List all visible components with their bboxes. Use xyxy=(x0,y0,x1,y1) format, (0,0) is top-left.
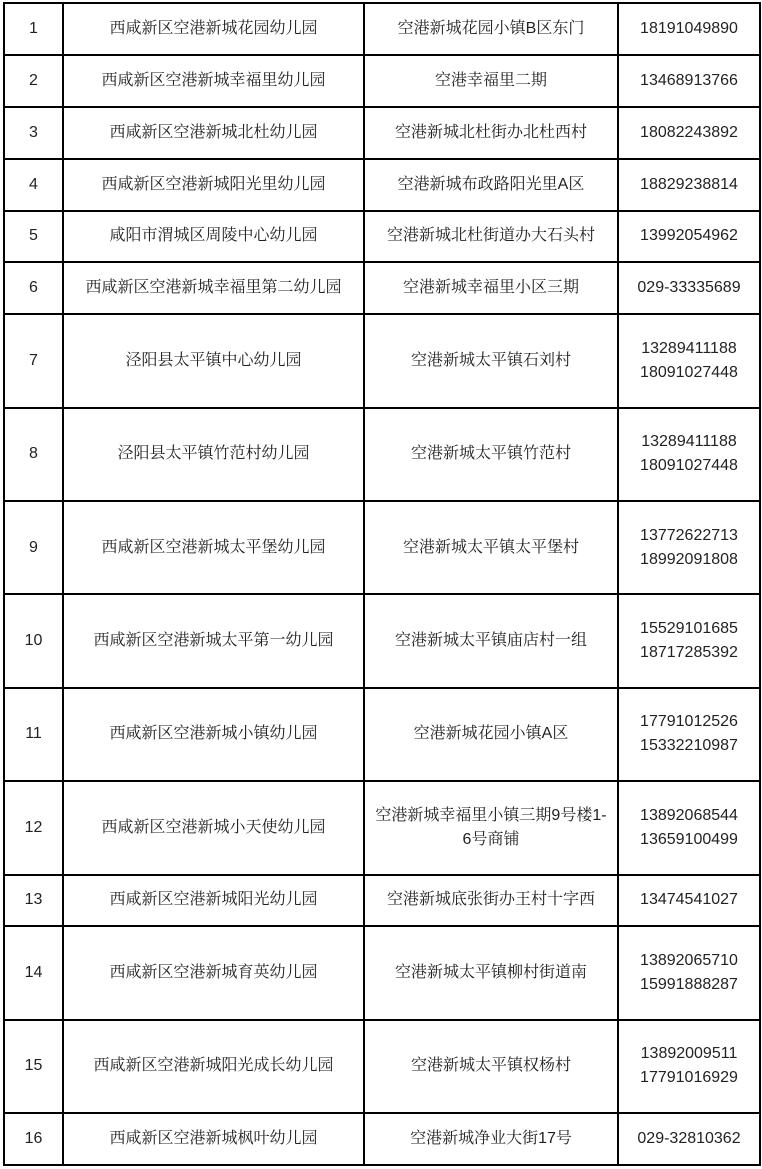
table-row xyxy=(4,875,760,927)
phone-line: 18992091808 xyxy=(640,550,738,568)
row-index-cell: 13 xyxy=(4,875,63,927)
kindergarten-name-cell: 西咸新区空港新城小天使幼儿园 xyxy=(63,781,364,874)
kindergarten-address-cell: 空港新城底张街办王村十字西 xyxy=(364,875,618,927)
kindergarten-phone-cell xyxy=(618,314,760,407)
phone-line: 029-32810362 xyxy=(637,1130,741,1148)
table-body xyxy=(4,3,760,1165)
table-row xyxy=(4,688,760,781)
row-index-cell: 2 xyxy=(4,55,63,107)
kindergarten-phone-cell xyxy=(618,781,760,874)
kindergarten-phone-cell xyxy=(618,1020,760,1113)
kindergarten-name-cell: 西咸新区空港新城太平堡幼儿园 xyxy=(63,501,364,594)
table-row xyxy=(4,159,760,211)
kindergarten-name-cell: 西咸新区空港新城幸福里第二幼儿园 xyxy=(63,262,364,314)
kindergarten-address-cell: 空港新城花园小镇B区东门 xyxy=(364,3,618,55)
table-row xyxy=(4,408,760,501)
kindergarten-name-cell: 咸阳市渭城区周陵中心幼儿园 xyxy=(63,211,364,263)
kindergarten-name-cell: 西咸新区空港新城北杜幼儿园 xyxy=(63,107,364,159)
phone-line: 15529101685 xyxy=(640,620,738,638)
table-row xyxy=(4,211,760,263)
table-row xyxy=(4,55,760,107)
row-index-cell: 8 xyxy=(4,408,63,501)
table-row xyxy=(4,781,760,874)
kindergarten-address-cell: 空港新城太平镇权杨村 xyxy=(364,1020,618,1113)
kindergarten-phone-cell xyxy=(618,875,760,927)
kindergarten-contact-table xyxy=(3,2,761,1166)
row-index-cell: 10 xyxy=(4,594,63,687)
kindergarten-address-cell: 空港新城太平镇庙店村一组 xyxy=(364,594,618,687)
kindergarten-phone-cell xyxy=(618,1113,760,1165)
kindergarten-address-cell: 空港新城北杜街办北杜西村 xyxy=(364,107,618,159)
kindergarten-name-cell: 西咸新区空港新城小镇幼儿园 xyxy=(63,688,364,781)
table-row xyxy=(4,501,760,594)
kindergarten-name-cell: 西咸新区空港新城阳光成长幼儿园 xyxy=(63,1020,364,1113)
kindergarten-address-cell: 空港新城布政路阳光里A区 xyxy=(364,159,618,211)
kindergarten-phone-cell xyxy=(618,501,760,594)
row-index-cell: 14 xyxy=(4,926,63,1019)
phone-line: 13892009511 xyxy=(640,1045,738,1063)
table-row xyxy=(4,314,760,407)
phone-line: 13992054962 xyxy=(640,227,738,245)
kindergarten-name-cell: 西咸新区空港新城太平第一幼儿园 xyxy=(63,594,364,687)
kindergarten-name-cell: 泾阳县太平镇中心幼儿园 xyxy=(63,314,364,407)
row-index-cell: 15 xyxy=(4,1020,63,1113)
table-row xyxy=(4,926,760,1019)
row-index-cell: 4 xyxy=(4,159,63,211)
kindergarten-address-cell: 空港新城北杜街道办大石头村 xyxy=(364,211,618,263)
phone-line: 13772622713 xyxy=(640,526,738,544)
phone-line: 18082243892 xyxy=(640,123,738,141)
phone-line: 17791016929 xyxy=(640,1069,738,1087)
kindergarten-address-cell: 空港新城太平镇石刘村 xyxy=(364,314,618,407)
row-index-cell: 5 xyxy=(4,211,63,263)
kindergarten-name-cell: 泾阳县太平镇竹范村幼儿园 xyxy=(63,408,364,501)
phone-line: 18717285392 xyxy=(640,644,738,662)
phone-line: 15332210987 xyxy=(640,737,738,755)
row-index-cell: 12 xyxy=(4,781,63,874)
kindergarten-phone-cell xyxy=(618,107,760,159)
phone-line: 13289411188 xyxy=(641,339,737,357)
row-index-cell: 7 xyxy=(4,314,63,407)
kindergarten-address-cell: 空港新城幸福里小镇三期9号楼1-6号商铺 xyxy=(364,781,618,874)
kindergarten-name-cell: 西咸新区空港新城阳光里幼儿园 xyxy=(63,159,364,211)
table-row xyxy=(4,262,760,314)
kindergarten-phone-cell xyxy=(618,926,760,1019)
kindergarten-phone-cell xyxy=(618,211,760,263)
kindergarten-address-cell: 空港新城花园小镇A区 xyxy=(364,688,618,781)
phone-line: 18829238814 xyxy=(640,175,738,193)
phone-line: 13474541027 xyxy=(640,891,738,909)
table-row xyxy=(4,594,760,687)
kindergarten-phone-cell xyxy=(618,594,760,687)
row-index-cell: 9 xyxy=(4,501,63,594)
phone-line: 029-33335689 xyxy=(637,279,741,297)
table-row xyxy=(4,107,760,159)
kindergarten-phone-cell xyxy=(618,408,760,501)
phone-line: 15991888287 xyxy=(640,976,738,994)
kindergarten-name-cell: 西咸新区空港新城枫叶幼儿园 xyxy=(63,1113,364,1165)
kindergarten-address-cell: 空港新城太平镇竹范村 xyxy=(364,408,618,501)
row-index-cell: 16 xyxy=(4,1113,63,1165)
kindergarten-phone-cell xyxy=(618,688,760,781)
phone-line: 17791012526 xyxy=(640,713,738,731)
row-index-cell: 11 xyxy=(4,688,63,781)
kindergarten-address-cell: 空港新城幸福里小区三期 xyxy=(364,262,618,314)
row-index-cell: 3 xyxy=(4,107,63,159)
kindergarten-address-cell: 空港新城净业大街17号 xyxy=(364,1113,618,1165)
kindergarten-address-cell: 空港幸福里二期 xyxy=(364,55,618,107)
kindergarten-phone-cell xyxy=(618,3,760,55)
table-row xyxy=(4,1113,760,1165)
row-index-cell: 1 xyxy=(4,3,63,55)
kindergarten-address-cell: 空港新城太平镇太平堡村 xyxy=(364,501,618,594)
phone-line: 18091027448 xyxy=(640,363,738,381)
table-row xyxy=(4,1020,760,1113)
phone-line: 13892065710 xyxy=(640,952,738,970)
phone-line: 18091027448 xyxy=(640,457,738,475)
phone-line: 13468913766 xyxy=(640,71,738,89)
kindergarten-name-cell: 西咸新区空港新城花园幼儿园 xyxy=(63,3,364,55)
kindergarten-phone-cell xyxy=(618,262,760,314)
kindergarten-phone-cell xyxy=(618,55,760,107)
phone-line: 18191049890 xyxy=(640,19,738,37)
phone-line: 13659100499 xyxy=(640,830,738,848)
kindergarten-name-cell: 西咸新区空港新城幸福里幼儿园 xyxy=(63,55,364,107)
kindergarten-address-cell: 空港新城太平镇柳村街道南 xyxy=(364,926,618,1019)
phone-line: 13289411188 xyxy=(641,433,737,451)
kindergarten-phone-cell xyxy=(618,159,760,211)
table-row xyxy=(4,3,760,55)
phone-line: 13892068544 xyxy=(640,806,738,824)
row-index-cell: 6 xyxy=(4,262,63,314)
kindergarten-name-cell: 西咸新区空港新城阳光幼儿园 xyxy=(63,875,364,927)
kindergarten-name-cell: 西咸新区空港新城育英幼儿园 xyxy=(63,926,364,1019)
